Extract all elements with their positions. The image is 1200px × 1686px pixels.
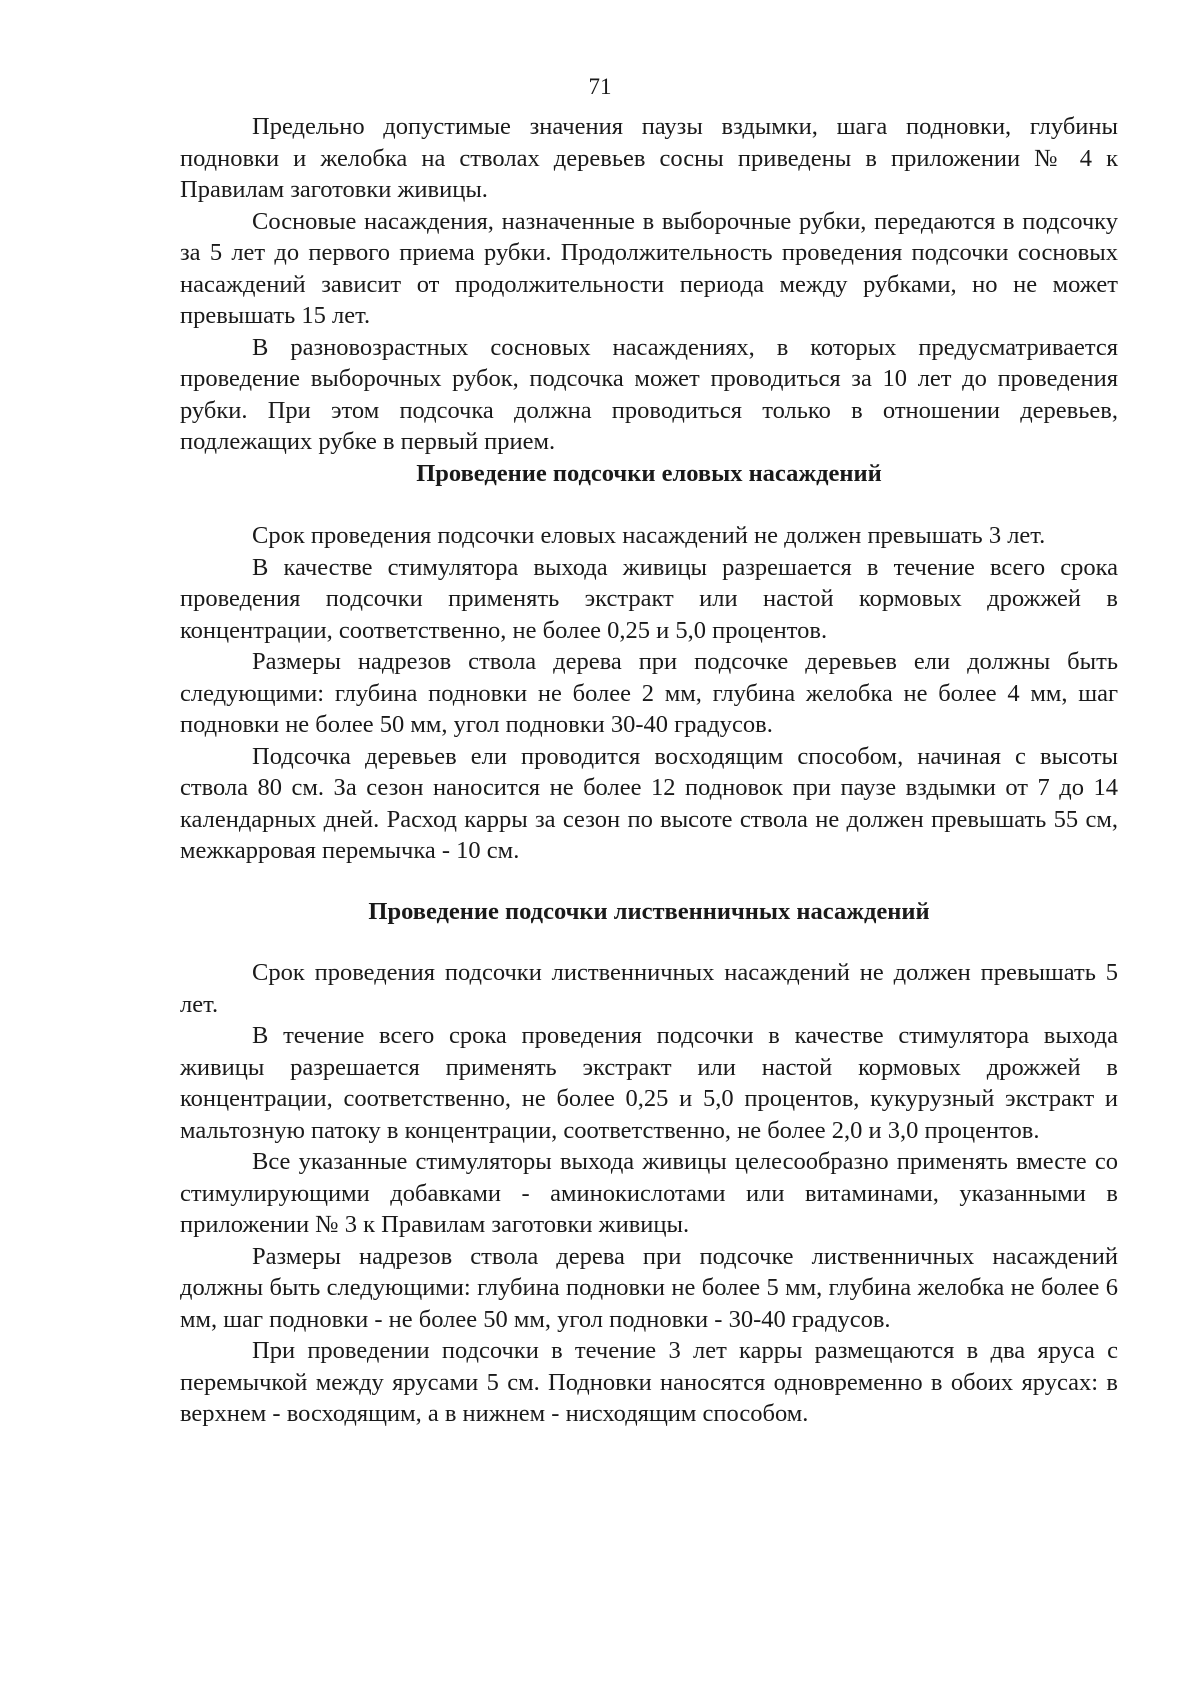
- paragraph: В разновозрастных сосновых насаждениях, в которых предусматривается проведение выборочных рубок, подсочка может проводиться за 10 лет до проведения рубки. При этом подсочка должна проводиться только в отношении деревьев, подлежащих рубке в первый прием.: [180, 333, 1118, 455]
- paragraph: Все указанные стимуляторы выхода живицы целесообразно применять вместе со стимулирующими добавками - аминокислотами или витаминами, указанными в приложении № 3 к Правилам заготовки живицы.: [180, 1148, 1118, 1238]
- section-heading-larch: Проведение подсочки лиственничных насаждений: [368, 897, 930, 925]
- paragraph: Размеры надрезов ствола дерева при подсочке лиственничных насаждений должны быть следующими: глубина подновки не более 5 мм, глубина желобка не более 6 мм, шаг подновки - не более 50 мм, угол подновки - 30-40 градусов.: [180, 1242, 1118, 1333]
- spacer: [180, 489, 1118, 520]
- paragraph: В качестве стимулятора выхода живицы разрешается в течение всего срока проведения подсочки применять экстракт или настой кормовых дрожжей в концентрации, соответственно, не более 0,25 и 5,0 процентов.: [180, 553, 1118, 644]
- document-body: [180, 111, 1118, 1430]
- section-heading-spruce: Проведение подсочки еловых насаждений: [416, 459, 882, 487]
- paragraph: Подсочка деревьев ели проводится восходящим способом, начиная с высоты ствола 80 см. За сезон наносится не более 12 подновок при паузе вздымки от 7 до 14 календарных дней. Расход карры за сезон по высоте ствола не должен превышать 55 см, межкарровая перемычка - 10 см.: [180, 742, 1118, 864]
- paragraph: В течение всего срока проведения подсочки в качестве стимулятора выхода живицы разрешается применять экстракт или настой кормовых дрожжей в концентрации, соответственно, не более 0,25 и 5,0 процентов, кукурузный экстракт и мальтозную патоку в концентрации, соответственно, не более 2,0 и 3,0 процентов.: [180, 1022, 1118, 1144]
- spacer: [180, 927, 1118, 957]
- paragraph: Срок проведения подсочки еловых насаждений не должен превышать 3 лет.: [252, 522, 1046, 549]
- paragraph: При проведении подсочки в течение 3 лет карры размещаются в два яруса с перемычкой между ярусами 5 см. Подновки наносятся одновременно в обоих ярусах: в верхнем - восходящим, а в нижнем - нисходящим способом.: [180, 1337, 1118, 1427]
- paragraph: Сосновые насаждения, назначенные в выборочные рубки, передаются в подсочку за 5 лет до первого приема рубки. Продолжительность проведения подсочки сосновых насаждений зависит от продолжительности периода между рубками, но не может превышать 15 лет.: [180, 207, 1118, 329]
- spacer: [180, 867, 1118, 896]
- paragraph: Размеры надрезов ствола дерева при подсочке деревьев ели должны быть следующими: глубина подновки не более 2 мм, глубина желобка не более 4 мм, шаг подновки не более 50 мм, угол подновки 30-40 градусов.: [180, 648, 1118, 738]
- page-number: 71: [588, 74, 612, 99]
- paragraph: Срок проведения подсочки лиственничных насаждений не должен превышать 5 лет.: [180, 959, 1118, 1018]
- paragraph: Предельно допустимые значения паузы вздымки, шага подновки, глубины подновки и желобка на стволах деревьев сосны приведены в приложении № 4 к Правилам заготовки живицы.: [180, 113, 1118, 203]
